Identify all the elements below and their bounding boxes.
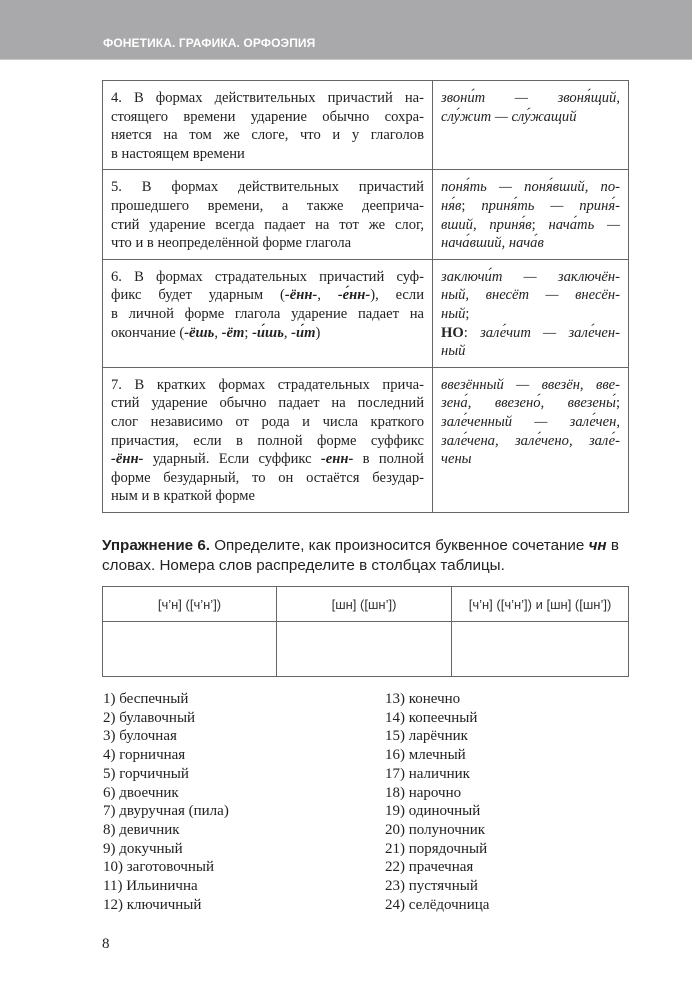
text-segment: ;	[531, 216, 549, 233]
text-line	[111, 286, 424, 305]
text-segment: стоящего времени ударение обычно сохра-	[111, 108, 424, 125]
page-number: 8	[102, 936, 110, 952]
text-segment: ;	[461, 197, 482, 214]
word-item: 4) горничная	[103, 747, 186, 764]
word-item: 22) прачечная	[385, 859, 474, 876]
text-segment: поня́ть — поня́вший, по-	[441, 179, 620, 196]
word-item: 24) селёдочница	[385, 896, 490, 913]
text-line	[111, 324, 424, 343]
text-line	[111, 178, 424, 197]
rule-row	[103, 259, 629, 367]
text-line	[441, 450, 620, 469]
text-segment: ,	[283, 324, 292, 341]
text-line	[111, 216, 424, 235]
text-segment: звони́т — звоня́щий,	[441, 90, 620, 106]
word-item: 20) полуночник	[385, 821, 486, 838]
exercise-text-cont: в словах. Номера слов распределите в столбцах таблицы.	[102, 537, 619, 574]
text-segment: ный	[441, 305, 466, 322]
word-item: 19) одиночный	[385, 803, 481, 820]
text-line	[111, 450, 424, 469]
column-header: [ч’н] ([ч’н’]) и [шн] ([шн’])	[452, 587, 629, 622]
text-line	[111, 234, 424, 253]
text-segment: ;	[465, 305, 470, 322]
text-line	[111, 432, 424, 451]
text-line	[111, 305, 424, 324]
word-item: 14) копеечный	[385, 709, 478, 726]
answer-cell[interactable]	[103, 622, 277, 677]
text-segment: нача́ть —	[548, 216, 620, 233]
text-segment: ный	[441, 343, 466, 360]
text-segment: заключи́т — заключён-	[441, 268, 620, 285]
answer-cell[interactable]	[277, 622, 452, 677]
word-item: 6) двоечник	[103, 784, 179, 801]
column-header: [ч’н] ([ч’н’])	[103, 587, 277, 622]
word-item: 2) булавочный	[103, 709, 196, 726]
stress-rules-table	[102, 80, 629, 513]
text-segment: -енн-	[320, 451, 354, 468]
word-item: 16) млечный	[385, 747, 466, 764]
word-item: 5) горчичный	[103, 765, 189, 782]
text-line	[441, 324, 620, 343]
text-line	[111, 108, 424, 127]
text-line	[111, 197, 424, 216]
text-segment: ный, внесёт — внесён-	[441, 287, 620, 304]
text-line	[111, 413, 424, 432]
text-segment: -е́нн-	[337, 287, 371, 304]
rule-examples	[433, 259, 629, 367]
text-line	[111, 376, 424, 395]
text-line	[441, 89, 620, 108]
word-item: 15) ларёчник	[385, 728, 468, 745]
rule-examples	[433, 81, 629, 170]
text-segment: нача́вший, нача́в	[441, 235, 544, 252]
text-segment: зале́чит — зале́чен-	[480, 324, 620, 341]
text-line	[111, 268, 424, 287]
text-segment: )	[315, 324, 321, 341]
exercise-text: Определите, как произносится буквенное сочетание	[210, 537, 589, 554]
text-segment: ударный. Если суффикс	[143, 451, 321, 468]
text-segment: ;	[615, 395, 620, 412]
word-item: 21) порядочный	[385, 840, 488, 857]
word-item: 13) конечно	[385, 691, 461, 707]
text-segment: :	[463, 324, 481, 341]
text-line	[441, 394, 620, 413]
word-list-column-1	[103, 690, 229, 914]
text-segment: слу́жит — слу́жащий	[441, 108, 577, 125]
section-title: ФОНЕТИКА. ГРАФИКА. ОРФОЭПИЯ	[103, 36, 316, 50]
text-segment: 5. В формах действительных причастий	[111, 179, 424, 196]
word-item: 8) девичник	[103, 821, 180, 838]
text-segment: -и́т	[291, 324, 316, 341]
text-segment: в полной	[353, 451, 424, 468]
rule-text	[103, 259, 433, 367]
text-segment: ,	[317, 287, 338, 304]
text-segment: ня́в	[441, 197, 462, 214]
exercise-heading: Упражнение 6.	[102, 537, 210, 554]
rule-row	[103, 367, 629, 512]
text-segment: фикс будет ударным (	[111, 287, 285, 304]
text-line	[111, 126, 424, 145]
rule-text	[103, 367, 433, 512]
rule-row	[103, 170, 629, 259]
text-segment: -ённ-	[111, 451, 144, 468]
text-line	[441, 108, 620, 127]
text-segment: прошедшего времени, а также дееприча-	[111, 197, 424, 214]
rule-text	[103, 170, 433, 259]
text-segment: чены	[441, 451, 472, 468]
text-segment: ввезённый — ввезён, вве-	[441, 376, 620, 393]
text-segment: в настоящем времени	[111, 145, 245, 162]
word-item: 11) Ильинична	[103, 878, 198, 895]
text-segment: зале́ченный — зале́чен,	[441, 413, 620, 430]
text-segment: 6. В формах страдательных причастий суф-	[111, 268, 424, 285]
rule-examples	[433, 170, 629, 259]
word-item: 1) беспечный	[103, 691, 189, 707]
text-line	[111, 469, 424, 488]
word-item: 12) ключичный	[103, 896, 202, 913]
word-item: 10) заготовочный	[103, 859, 215, 876]
text-segment: зале́чена, зале́чено, зале́-	[441, 432, 620, 449]
text-line	[441, 342, 620, 361]
text-segment: ным и в краткой форме	[111, 488, 256, 505]
text-line	[111, 487, 424, 506]
text-line	[441, 305, 620, 324]
text-line	[441, 432, 620, 451]
text-line	[441, 234, 620, 253]
text-line	[111, 394, 424, 413]
text-segment: зена́, ввезено́, ввезены́	[441, 395, 616, 412]
word-item: 3) булочная	[103, 728, 177, 745]
text-segment: слог независимо от рода и числа краткого	[111, 413, 424, 430]
word-item: 9) докучный	[103, 840, 183, 857]
word-list-column-2	[385, 690, 489, 914]
text-segment: -ённ-	[284, 287, 318, 304]
text-line	[441, 376, 620, 395]
text-segment: стий ударение обычно падает на последний	[111, 395, 424, 412]
running-header	[0, 0, 692, 60]
rule-text	[103, 81, 433, 170]
text-segment: ,	[214, 324, 222, 341]
text-segment: вший, приня́в	[441, 216, 532, 233]
text-segment: 4. В формах действительных причастий на-	[111, 90, 424, 106]
rule-row	[103, 81, 629, 170]
text-line	[111, 145, 424, 164]
word-item: 23) пустячный	[385, 878, 478, 895]
text-segment: в личной форме глагола ударение падает на	[111, 305, 424, 322]
text-line	[111, 89, 424, 108]
text-segment: что и в неопределённой форме глагола	[111, 235, 352, 252]
text-line	[441, 413, 620, 432]
text-line	[441, 197, 620, 216]
answer-cell[interactable]	[452, 622, 629, 677]
word-item: 17) наличник	[385, 765, 470, 782]
text-line	[441, 286, 620, 305]
text-segment: ;	[244, 324, 253, 341]
text-segment: НО	[441, 324, 464, 341]
rule-examples	[433, 367, 629, 512]
text-segment: форме безударный, то он остаётся безудар-	[111, 469, 424, 486]
word-item: 18) нарочно	[385, 784, 462, 801]
text-segment: ), если	[370, 287, 425, 304]
letter-combination: чн	[588, 537, 607, 554]
text-line	[441, 268, 620, 287]
text-segment: приня́ть — приня́-	[481, 197, 620, 214]
text-segment: причастия, если в полной форме суффикс	[111, 432, 424, 449]
text-line	[441, 216, 620, 235]
text-segment: -и́шь	[252, 324, 284, 341]
text-line	[441, 178, 620, 197]
word-item: 7) двуручная (пила)	[103, 803, 229, 820]
text-segment: 7. В кратких формах страдательных прича-	[111, 376, 424, 393]
text-segment: окончание (	[111, 324, 185, 341]
text-segment: няется на том же слоге, что и у глаголов	[111, 127, 424, 144]
answer-table	[102, 586, 629, 677]
text-segment: стий ударение всегда падает на тот же слог,	[111, 216, 424, 233]
column-header: [шн] ([шн’])	[277, 587, 452, 622]
text-segment: -ёшь	[184, 324, 215, 341]
text-segment: -ёт	[221, 324, 245, 341]
exercise-instructions	[102, 536, 632, 576]
